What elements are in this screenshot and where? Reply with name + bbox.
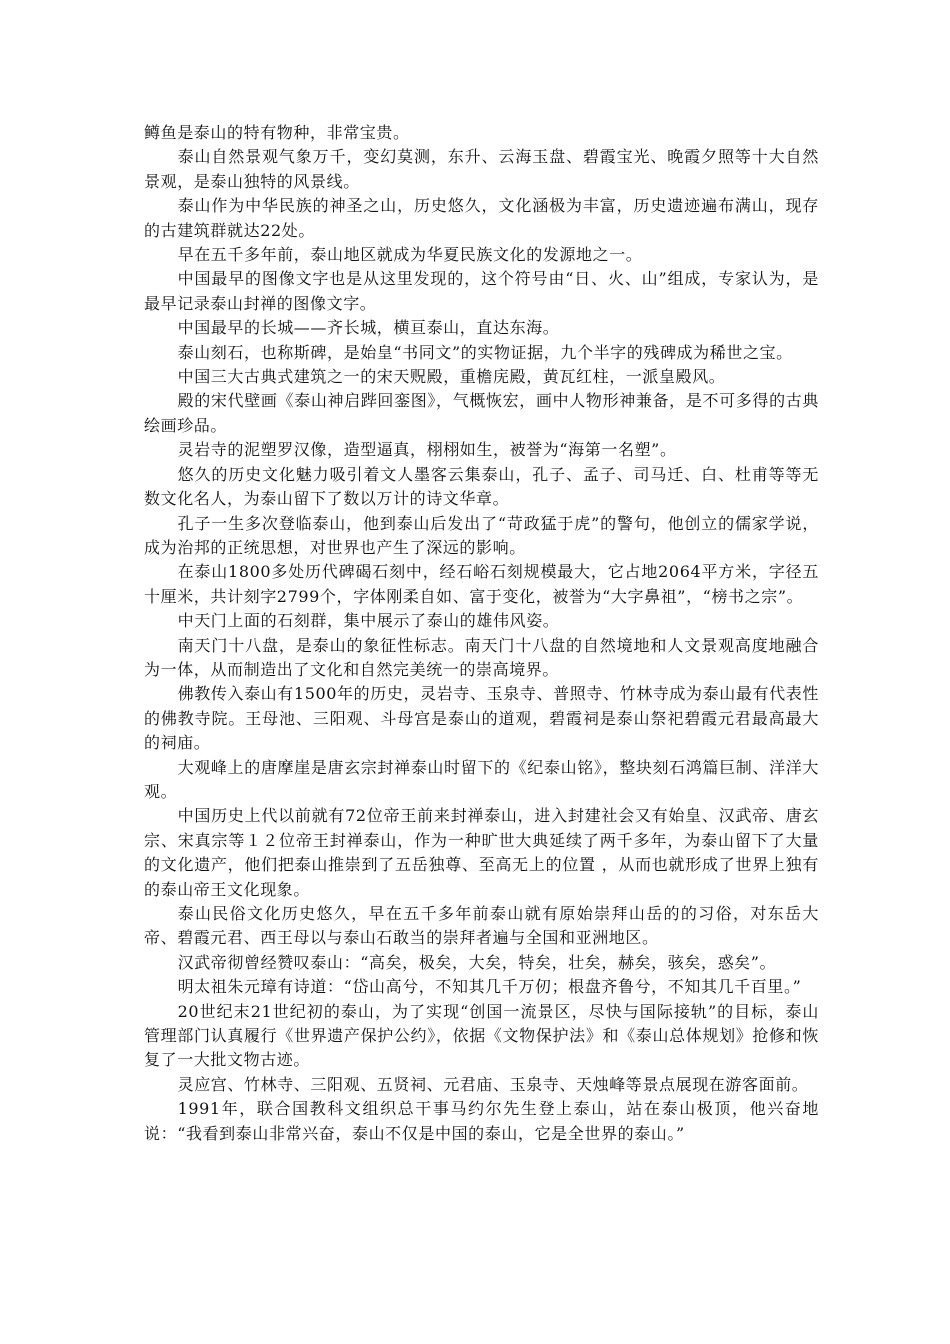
paragraph: 灵应宫、竹林寺、三阳观、五贤祠、元君庙、玉泉寺、天烛峰等景点展现在游客面前。: [177, 1074, 809, 1094]
paragraph: 佛教传入泰山有1500年的历史，灵岩寺、玉泉寺、普照寺、竹林寺成为泰山最有代表性的佛教寺院。王母池、三阳观、斗母宫是泰山的道观，碧霞祠是泰山祭祀碧霞元君最高最大的祠庙。: [144, 684, 819, 753]
paragraph: 南天门十八盘，是泰山的象征性标志。南天门十八盘的自然境地和人文景观高度地融合为一体，从而制造出了文化和自然完美统一的崇高境界。: [144, 635, 819, 679]
paragraph: 泰山刻石，也称斯碑，是始皇“书同文”的实物证据，九个半字的残碑成为稀世之宝。: [177, 342, 793, 362]
paragraph: 泰山自然景观气象万千，变幻莫测，东升、云海玉盘、碧霞宝光、晚霞夕照等十大自然景观，是泰山独特的风景线。: [144, 147, 819, 191]
paragraph: 汉武帝彻曾经赞叹泰山：“高矣，极矣，大矣，特矣，壮矣，赫矣，骇矣，惑矣”。: [177, 952, 777, 972]
paragraph: 泰山民俗文化历史悠久，早在五千多年前泰山就有原始崇拜山岳的的习俗，对东岳大帝、碧霞元君、西王母以与泰山石敢当的崇拜者遍与全国和亚洲地区。: [144, 904, 819, 948]
paragraph: 中天门上面的石刻群，集中展示了泰山的雄伟风姿。: [177, 611, 560, 631]
paragraph: 泰山作为中华民族的神圣之山，历史悠久，文化涵极为丰富，历史遗迹遍布满山，现存的古建筑群就达22处。: [144, 196, 819, 240]
paragraph: 殿的宋代壁画《泰山神启跸回銮图》，气概恢宏，画中人物形神兼备，是不可多得的古典绘画珍品。: [144, 391, 819, 435]
document-body: [144, 121, 819, 1146]
paragraph: 在泰山1800多处历代碑碣石刻中，经石峪石刻规模最大，它占地2064平方米，字径五十厘米，共计刻字2799个，字体刚柔自如、富于变化，被誉为“大字鼻祖”，“榜书之宗”。: [144, 562, 819, 606]
paragraph: 1991年，联合国教科文组织总干事马约尔先生登上泰山，站在泰山极顶，他兴奋地说：“我看到泰山非常兴奋，泰山不仅是中国的泰山，它是全世界的泰山。”: [144, 1099, 819, 1143]
paragraph: 孔子一生多次登临泰山，他到泰山后发出了“苛政猛于虎”的警句，他创立的儒家学说，成为治邦的正统思想，对世界也产生了深远的影响。: [144, 513, 819, 557]
paragraph: 中国三大古典式建筑之一的宋天贶殿，重檐庑殿，黄瓦红柱，一派皇殿风。: [177, 367, 726, 387]
paragraph: 灵岩寺的泥塑罗汉像，造型逼真，栩栩如生，被誉为“海第一名塑”。: [177, 440, 677, 460]
paragraph: 明太祖朱元璋有诗道：“岱山高兮，不知其几千万仞；根盘齐鲁兮，不知其几千百里。”: [177, 977, 802, 997]
paragraph: 20世纪末21世纪初的泰山，为了实现“创国一流景区，尽快与国际接轨”的目标，泰山管理部门认真履行《世界遗产保护公约》，依据《文物保护法》和《泰山总体规划》抢修和恢复了一大批文物古迹。: [144, 1001, 819, 1070]
paragraph: 悠久的历史文化魅力吸引着文人墨客云集泰山，孔子、孟子、司马迁、白、杜甫等等无数文化名人，为泰山留下了数以万计的诗文华章。: [144, 464, 819, 509]
paragraph: 早在五千多年前，泰山地区就成为华夏民族文化的发源地之一。: [177, 245, 643, 265]
paragraph: 中国历史上代以前就有72位帝王前来封禅泰山，进入封建社会又有始皇、汉武帝、唐玄宗、宋真宗等１２位帝王封禅泰山，作为一种旷世大典延续了两千多年，为泰山留下了大量的文化遗产，他们把泰山推崇到了五岳独尊、至高无上的位置 ，从而也就形成了世界上独有的泰山帝王文化现象。: [144, 806, 819, 899]
paragraph: 中国最早的图像文字也是从这里发现的，这个符号由“日、火、山”组成，专家认为，是最早记录泰山封禅的图像文字。: [144, 269, 819, 313]
paragraph: 大观峰上的唐摩崖是唐玄宗封禅泰山时留下的《纪泰山铭》，整块刻石鸿篇巨制、洋洋大观。: [144, 757, 819, 801]
paragraph: 鳟鱼是泰山的特有物种，非常宝贵。: [144, 123, 410, 142]
paragraph: 中国最早的长城——齐长城，横亘泰山，直达东海。: [177, 318, 560, 338]
